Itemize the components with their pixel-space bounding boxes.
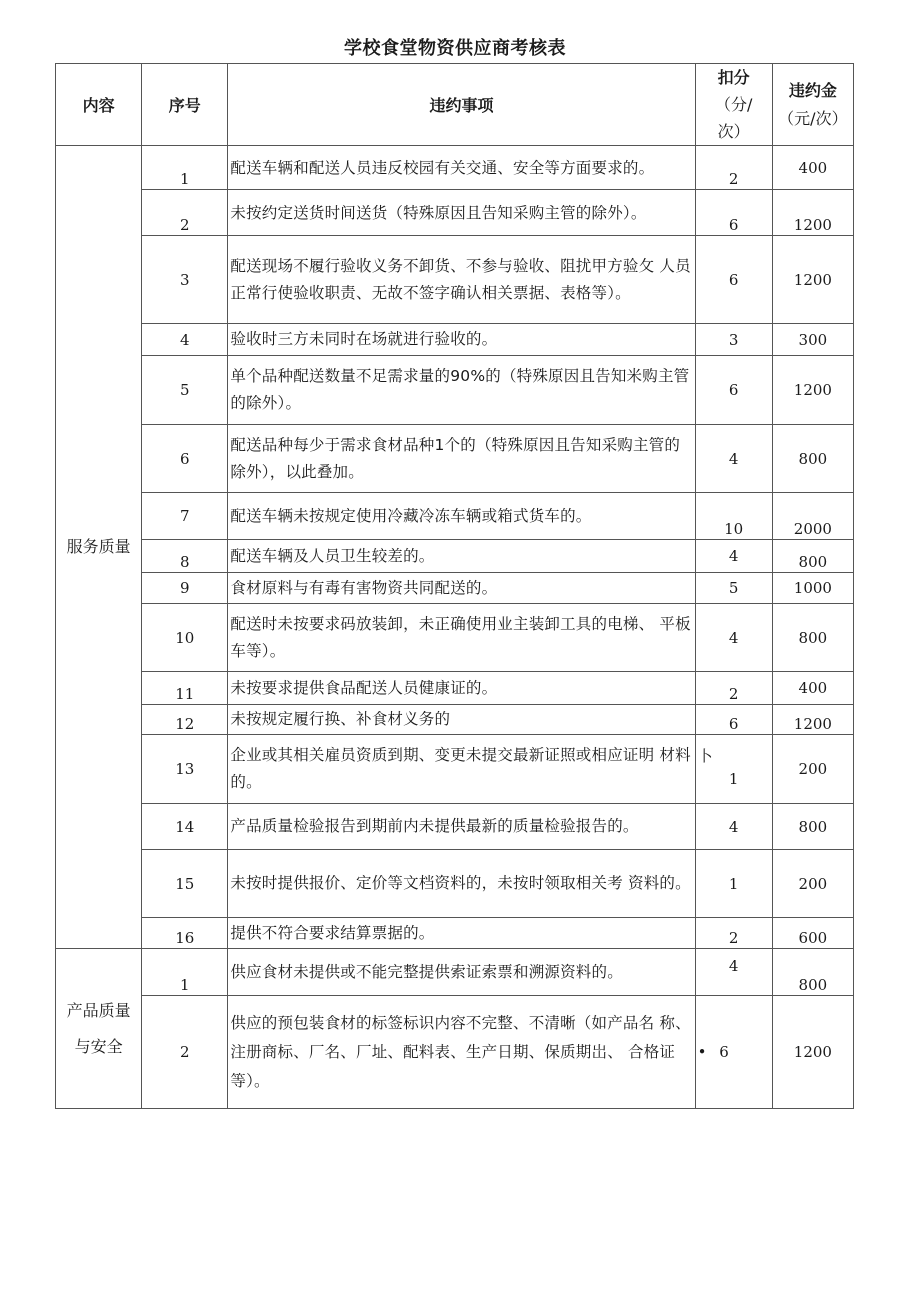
header-points-line3: 次）: [717, 122, 750, 141]
row-penalty: 1200: [772, 356, 853, 425]
row-points: 6: [695, 236, 772, 324]
points-value: 6: [719, 1043, 729, 1061]
table-row: [56, 356, 854, 425]
table-row: [56, 705, 854, 735]
row-penalty: 300: [772, 324, 853, 356]
row-number: 6: [142, 425, 228, 493]
row-number: 7: [142, 493, 228, 540]
row-penalty: 1200: [772, 236, 853, 324]
row-points: [695, 996, 772, 1109]
table-row: [56, 425, 854, 493]
row-item: 供应食材未提供或不能完整提供索证索票和溯源资料的。: [228, 949, 695, 996]
points-mark: •: [697, 1043, 707, 1061]
table-row: [56, 804, 854, 850]
row-number: 4: [142, 324, 228, 356]
category-line1: 产品质量: [66, 1000, 131, 1020]
row-number: 3: [142, 236, 228, 324]
row-points: 10: [695, 493, 772, 540]
table-row: [56, 146, 854, 190]
row-points: 1: [695, 850, 772, 918]
row-item: 配送品种每少于需求食材品种1个的（特殊原因且告知采购主管的除外），以此叠加。: [228, 425, 695, 493]
header-item: 违约事项: [228, 64, 695, 146]
table-row: [56, 949, 854, 996]
row-penalty: 800: [772, 804, 853, 850]
row-penalty: 200: [772, 850, 853, 918]
points-mark: 卜: [697, 747, 713, 765]
row-item: 未按时提供报价、定价等文档资料的，未按时领取相关考 资料的。: [228, 850, 695, 918]
header-points-line1: 扣分: [717, 68, 750, 87]
row-points: 5: [695, 573, 772, 604]
table-row: [56, 672, 854, 705]
row-penalty: 1200: [772, 996, 853, 1109]
row-item: 未按规定履行换、补食材义务的: [228, 705, 695, 735]
header-number: 序号: [142, 64, 228, 146]
category-service-quality: 服务质量: [56, 146, 142, 949]
row-number: 14: [142, 804, 228, 850]
row-number: 15: [142, 850, 228, 918]
category-line2: 与安全: [74, 1036, 123, 1056]
header-category: 内容: [56, 64, 142, 146]
header-penalty: [772, 64, 853, 146]
table-row: [56, 918, 854, 949]
row-item: 配送现场不履行验收义务不卸货、不参与验收、阻扰甲方验攵 人员正常行使验收职责、无故不签字确认相关票据、表格等）。: [228, 236, 695, 324]
row-number: 2: [142, 190, 228, 236]
row-points: 2: [695, 918, 772, 949]
row-points: 4: [695, 540, 772, 573]
row-points: 2: [695, 672, 772, 705]
row-penalty: 400: [772, 672, 853, 705]
row-penalty: 200: [772, 735, 853, 804]
row-item: 企业或其相关雇员资质到期、变更未提交最新证照或相应证明 材料的。: [228, 735, 695, 804]
row-penalty: 800: [772, 949, 853, 996]
row-points: 4: [695, 804, 772, 850]
table-row: [56, 493, 854, 540]
row-item: 未按要求提供食品配送人员健康证的。: [228, 672, 695, 705]
row-penalty: 2000: [772, 493, 853, 540]
row-item: 未按约定送货时间送货（特殊原因且告知采购主管的除外）。: [228, 190, 695, 236]
row-number: 16: [142, 918, 228, 949]
row-item: 配送车辆和配送人员违反校园有关交通、安全等方面要求的。: [228, 146, 695, 190]
row-number: 8: [142, 540, 228, 573]
row-number: 13: [142, 735, 228, 804]
page-title: 学校食堂物资供应商考核表: [344, 38, 566, 59]
row-item: 单个品种配送数量不足需求量的90%的（特殊原因且告知米购主管的除外）。: [228, 356, 695, 425]
row-penalty: 800: [772, 425, 853, 493]
row-item: 配送时未按要求码放装卸，未正确使用业主装卸工具的电梯、 平板车等）。: [228, 604, 695, 672]
row-number: 10: [142, 604, 228, 672]
row-points: 6: [695, 356, 772, 425]
row-points: 4: [695, 949, 772, 996]
row-number: 1: [142, 146, 228, 190]
row-item: 食材原料与有毒有害物资共同配送的。: [228, 573, 695, 604]
category-product-safety: [56, 949, 142, 1109]
row-penalty: 1000: [772, 573, 853, 604]
row-penalty: 800: [772, 540, 853, 573]
row-points: 3: [695, 324, 772, 356]
row-penalty: 1200: [772, 190, 853, 236]
row-item: 配送车辆未按规定使用冷藏冷冻车辆或箱式货车的。: [228, 493, 695, 540]
row-points: 6: [695, 190, 772, 236]
table-row: [56, 540, 854, 573]
row-number: 2: [142, 996, 228, 1109]
table-row: [56, 735, 854, 804]
row-points: [695, 735, 772, 804]
header-row: [56, 64, 854, 146]
table-row: [56, 236, 854, 324]
row-points: 2: [695, 146, 772, 190]
table-row: [56, 190, 854, 236]
row-item: 配送车辆及人员卫生较差的。: [228, 540, 695, 573]
row-penalty: 800: [772, 604, 853, 672]
row-penalty: 600: [772, 918, 853, 949]
row-penalty: 400: [772, 146, 853, 190]
points-value: 1: [728, 770, 739, 788]
header-penalty-line2: （元/次）: [778, 108, 848, 128]
supplier-assessment-table: [55, 63, 854, 1109]
row-number: 5: [142, 356, 228, 425]
row-item: 供应的预包装食材的标签标识内容不完整、不清晰（如产品名 称、注册商标、厂名、厂址、配料表、生产日期、保质期岀、 合格证等）。: [228, 996, 695, 1109]
header-penalty-line1: 违约金: [788, 80, 837, 100]
row-number: 11: [142, 672, 228, 705]
row-number: 9: [142, 573, 228, 604]
row-points: 4: [695, 425, 772, 493]
table-row: [56, 324, 854, 356]
table-row: [56, 996, 854, 1109]
header-points: [695, 64, 772, 146]
table-row: [56, 850, 854, 918]
row-points: 4: [695, 604, 772, 672]
row-item: 产品质量检验报告到期前内未提供最新的质量检验报告的。: [228, 804, 695, 850]
table-row: [56, 573, 854, 604]
row-item: 验收时三方未同时在场就进行验收的。: [228, 324, 695, 356]
table-row: [56, 604, 854, 672]
row-number: 12: [142, 705, 228, 735]
row-points: 6: [695, 705, 772, 735]
row-number: 1: [142, 949, 228, 996]
row-item: 提供不符合要求结算票据的。: [228, 918, 695, 949]
header-points-line2: （分/: [714, 95, 753, 114]
row-penalty: 1200: [772, 705, 853, 735]
